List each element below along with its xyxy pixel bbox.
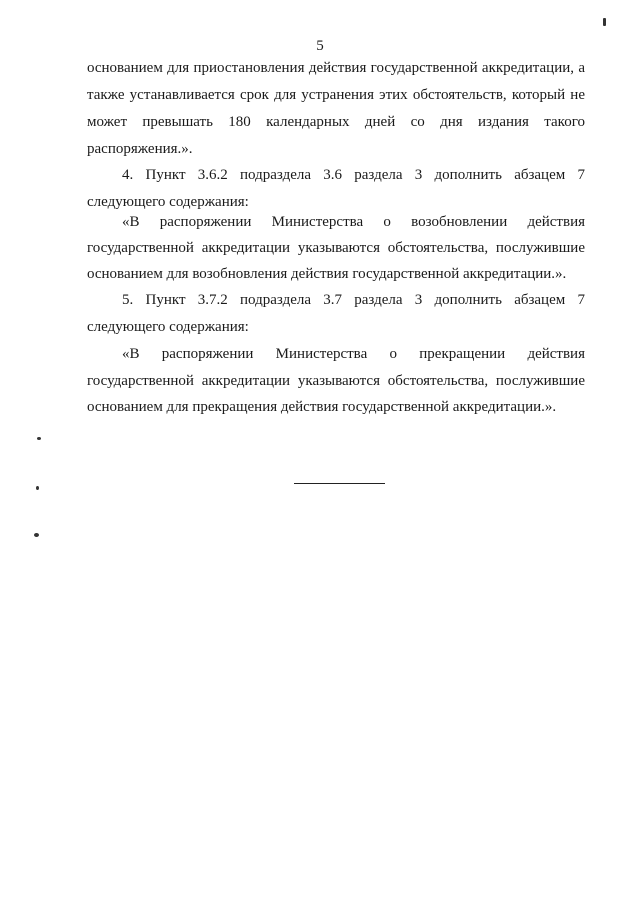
- text-line: «В распоряжении Министерства о прекращении действия: [122, 346, 585, 362]
- end-divider: [294, 483, 385, 484]
- text-line: основанием для прекращения действия государственной аккредитации.».: [87, 399, 557, 415]
- text-line: может превышать 180 календарных дней со дня издания такого: [87, 114, 585, 130]
- text-line: «В распоряжении Министерства о возобновлении действия: [122, 214, 585, 230]
- text-line: основанием для приостановления действия государственной аккредитации, а: [87, 60, 585, 76]
- text-line: 5. Пункт 3.7.2 подраздела 3.7 раздела 3 дополнить абзацем 7: [122, 292, 585, 308]
- text-line: также устанавливается срок для устранения этих обстоятельств, который не: [87, 87, 585, 103]
- text-line: следующего содержания:: [87, 319, 249, 335]
- text-line: распоряжения.».: [87, 141, 193, 157]
- text-line: основанием для возобновления действия государственной аккредитации.».: [87, 266, 567, 282]
- scan-speck: [34, 533, 39, 537]
- text-line: государственной аккредитации указываются обстоятельства, послужившие: [87, 373, 585, 389]
- scan-speck: [36, 486, 39, 490]
- text-line: следующего содержания:: [87, 194, 249, 210]
- scan-speck: [37, 437, 41, 440]
- text-line: 4. Пункт 3.6.2 подраздела 3.6 раздела 3 дополнить абзацем 7: [122, 167, 585, 183]
- text-line: государственной аккредитации указываются обстоятельства, послужившие: [87, 240, 585, 256]
- page-number: 5: [316, 38, 324, 54]
- scan-speck: [603, 18, 606, 26]
